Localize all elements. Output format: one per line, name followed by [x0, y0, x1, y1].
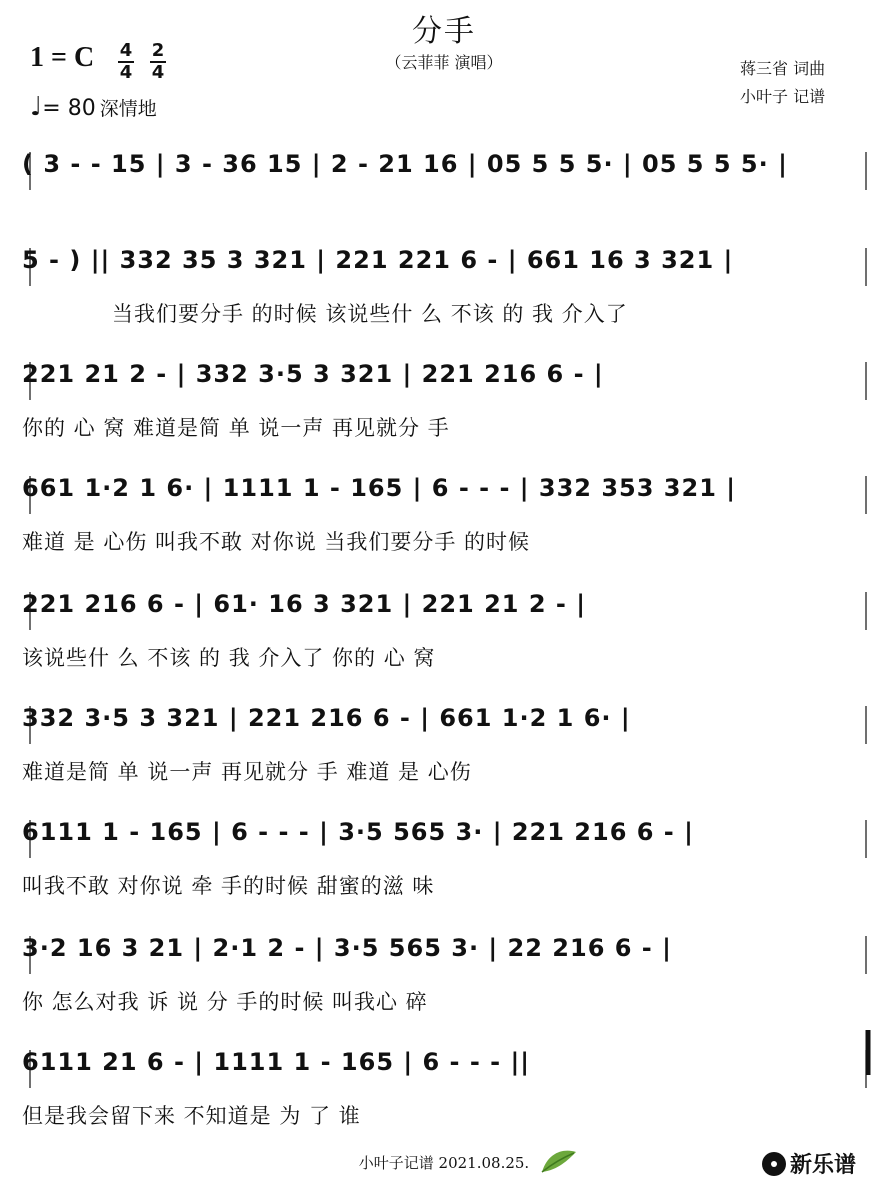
key-signature: 1 = C [30, 42, 95, 73]
system-1-notes: ( 3 - - 15 | 3 - 36 15 | 2 - 21 16 | 05 5 5 5· | 05 5 5 5· | [22, 150, 788, 178]
system-5-lyrics: 该说些什 么 不该 的 我 介入了 你的 心 窝 [22, 646, 436, 670]
performer-subtitle: （云菲菲 演唱） [385, 53, 503, 72]
footer-text: 小叶子记谱 2021.08.25. [358, 1154, 530, 1172]
system-8-lyrics: 你 怎么对我 诉 说 分 手的时候 叫我心 碎 [22, 990, 428, 1014]
record-disc-icon [762, 1152, 786, 1176]
system-3-notes: 221 21 2 - | 332 3·5 3 321 | 221 216 6 - | [22, 360, 604, 388]
time-signature-4-4: 4 4 [119, 40, 133, 83]
system-6-notes: 332 3·5 3 321 | 221 216 6 - | 661 1·2 1 6· | [22, 704, 631, 732]
quarter-note-icon: ♩ [30, 92, 43, 122]
tempo-marking: ♩= 80 深情地 [30, 92, 157, 122]
site-logo: 新乐谱 [762, 1148, 856, 1179]
system-7-lyrics: 叫我不敢 对你说 牵 手的时候 甜蜜的滋 味 [22, 874, 435, 898]
credit-notation: 小叶子 记谱 [740, 87, 826, 106]
expression-text: 深情地 [99, 98, 157, 120]
system-8-notes: 3·2 16 3 21 | 2·1 2 - | 3·5 565 3· | 22 216 6 - | [22, 934, 672, 962]
system-4-lyrics: 难道 是 心伤 叫我不敢 对你说 当我们要分手 的时候 [22, 530, 531, 554]
leaf-icon [538, 1146, 580, 1176]
system-6-lyrics: 难道是简 单 说一声 再见就分 手 难道 是 心伤 [22, 760, 472, 784]
song-title: 分手 [412, 14, 476, 49]
system-4-notes: 661 1·2 1 6· | 1111 1 - 165 | 6 - - - | 332 353 321 | [22, 474, 737, 502]
system-7-notes: 6111 1 - 165 | 6 - - - | 3·5 565 3· | 221 216 6 - | [22, 818, 694, 846]
time-signature-2-4: 2 4 [151, 40, 165, 83]
system-2-lyrics: 当我们要分手 的时候 该说些什 么 不该 的 我 介入了 [112, 302, 628, 326]
system-3-lyrics: 你的 心 窝 难道是简 单 说一声 再见就分 手 [22, 416, 450, 440]
system-9-notes: 6111 21 6 - | 1111 1 - 165 | 6 - - - || [22, 1048, 531, 1076]
system-9-lyrics: 但是我会留下来 不知道是 为 了 谁 [22, 1104, 361, 1128]
system-2-notes: 5 - ) || 332 35 3 321 | 221 221 6 - | 661 16 3 321 | [22, 246, 734, 274]
credit-lyrics-music: 蒋三省 词曲 [740, 59, 826, 78]
system-5-notes: 221 216 6 - | 61· 16 3 321 | 221 21 2 - | [22, 590, 586, 618]
